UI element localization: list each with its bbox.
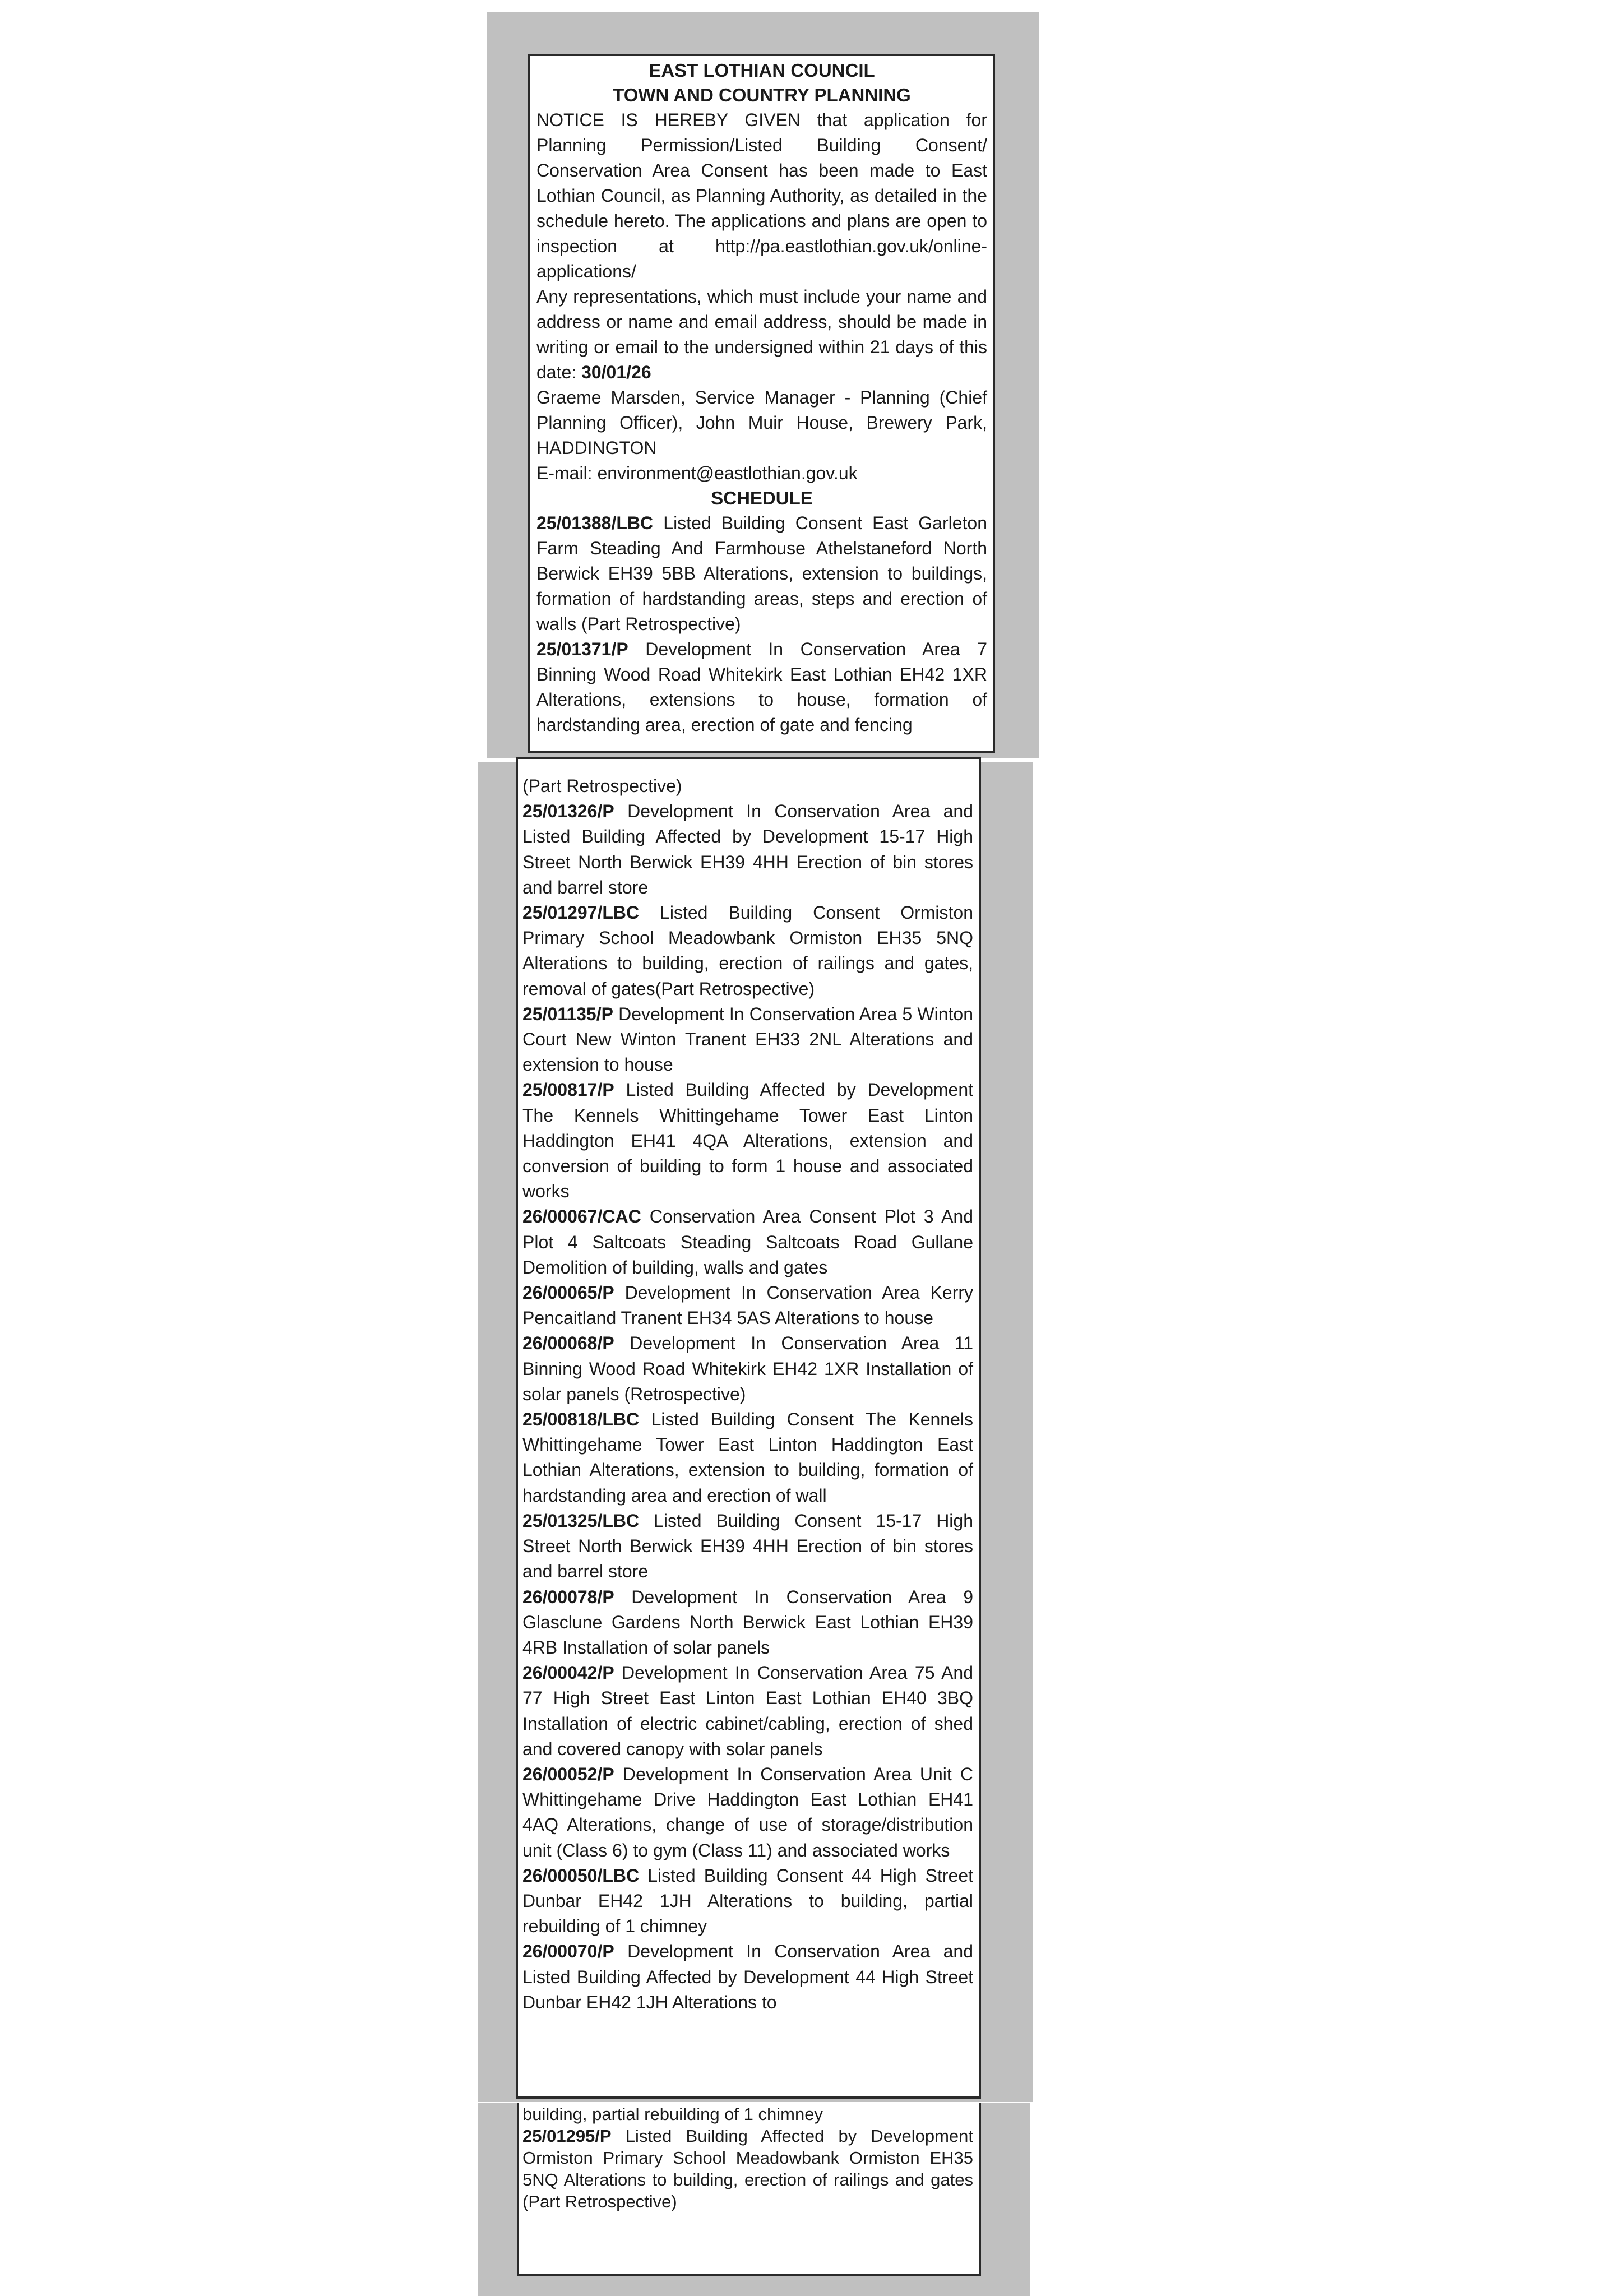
schedule-entry <box>522 1204 973 1280</box>
application-details: Development In Conservation Area 5 Winton Court New Winton Tranent EH33 2NL Alterations and extension to house <box>522 1003 974 1075</box>
notice-segment-1 <box>528 54 995 753</box>
application-ref: 25/01371/P <box>536 639 628 659</box>
schedule-entry <box>522 1762 973 1863</box>
application-details: Listed Building Affected by Development The Kennels Whittingehame Tower East Linton Haddington EH41 4QA Alterations, extension and conversion of building to form 1 house and associated works <box>522 1080 974 1202</box>
schedule-entry <box>522 1863 973 1939</box>
application-ref: 26/00050/LBC <box>522 1865 640 1886</box>
notice-date: 30/01/26 <box>581 362 651 382</box>
application-details: Conservation Area Consent Plot 3 And Plot 4 Saltcoats Steading Saltcoats Road Gullane Demolition of building, walls and gates <box>522 1206 974 1277</box>
application-ref: 25/01295/P <box>522 2126 612 2146</box>
application-ref: 26/00068/P <box>522 1333 614 1354</box>
application-details: Development In Conservation Area and Listed Building Affected by Development 15-17 High Street North Berwick EH39 4HH Erection of bin stores and barrel store <box>522 801 974 897</box>
notice-paragraph: NOTICE IS HEREBY GIVEN that application for Planning Permission/Listed Building Consent/ Conservation Area Consent has been made to East Lothian Council, as Planning Authority, as detailed in the schedule hereto. The applications and plans are open to inspection at http://pa.eastlothian.gov.uk/online-applications/ <box>536 110 987 281</box>
schedule-entry <box>536 511 987 637</box>
application-details: Development In Conservation Area Unit C Whittingehame Drive Haddington East Lothian EH41 4AQ Alterations, change of use of storage/distribution unit (Class 6) to gym (Class 11) and associated works <box>522 1763 974 1860</box>
application-details: Listed Building Consent 15-17 High Street North Berwick EH39 4HH Erection of bin stores and barrel store <box>522 1510 974 1582</box>
application-ref: 25/01135/P <box>522 1003 613 1024</box>
application-ref: 26/00065/P <box>522 1283 614 1303</box>
schedule-entry <box>522 1331 973 1407</box>
application-ref: 26/00042/P <box>522 1663 614 1683</box>
schedule-entry <box>522 1660 973 1762</box>
representations-paragraph <box>536 284 987 385</box>
application-ref: 26/00067/CAC <box>522 1206 641 1227</box>
application-details: Listed Building Consent The Kennels Whittingehame Tower East Linton Haddington East Lothian Alterations, extension to building, formation of hardstanding area and erection of wall <box>522 1409 974 1506</box>
application-details: Development In Conservation Area 75 And 77 High Street East Linton East Lothian EH40 3BQ Installation of electric cabinet/cabling, erection of shed and covered canopy with solar panels <box>522 1663 974 1759</box>
application-details: Listed Building Consent Ormiston Primary School Meadowbank Ormiston EH35 5NQ Alterations to building, erection of railings and gates, removal of gates(Part Retrospective) <box>522 902 974 999</box>
schedule-entry <box>522 1508 973 1585</box>
contact-email: E-mail: environment@eastlothian.gov.uk <box>536 463 858 483</box>
schedule-entry <box>522 1002 973 1078</box>
schedule-entry <box>522 1407 973 1508</box>
application-ref: 26/00052/P <box>522 1763 614 1784</box>
notice-subtitle: TOWN AND COUNTRY PLANNING <box>613 85 911 105</box>
application-details: Development In Conservation Area 11 Binning Wood Road Whitekirk EH42 1XR Installation of solar panels (Retrospective) <box>522 1333 974 1404</box>
schedule-entry <box>522 1280 973 1331</box>
notice-segment-2 <box>516 757 981 2099</box>
application-details: Development In Conservation Area 7 Binning Wood Road Whitekirk East Lothian EH42 1XR Alterations, extensions to house, formation of hardstanding area, erection of gate and fencing <box>536 639 987 735</box>
application-details: Development In Conservation Area and Listed Building Affected by Development 44 High Street Dunbar EH42 1JH Alterations to <box>522 1941 974 2012</box>
application-ref: 26/00078/P <box>522 1586 614 1607</box>
council-title: EAST LOTHIAN COUNCIL <box>649 60 875 81</box>
application-details: Development In Conservation Area 9 Glasclune Gardens North Berwick East Lothian EH39 4RB Installation of solar panels <box>522 1586 973 1658</box>
schedule-entry <box>522 1939 973 2015</box>
schedule-entry <box>522 2125 973 2212</box>
signatory: Graeme Marsden, Service Manager - Planning (Chief Planning Officer), John Muir House, Brewery Park, HADDINGTON <box>536 387 987 458</box>
schedule-entry <box>522 1077 973 1204</box>
schedule-entry <box>522 799 973 900</box>
schedule-entry-continuation: building, partial rebuilding of 1 chimney <box>522 2104 823 2124</box>
schedule-entry-continuation: (Part Retrospective) <box>522 776 682 796</box>
application-ref: 25/01297/LBC <box>522 902 640 923</box>
schedule-heading: SCHEDULE <box>711 488 813 508</box>
schedule-entry <box>536 637 987 738</box>
application-ref: 25/01388/LBC <box>536 513 654 533</box>
application-details: Development In Conservation Area Kerry Pencaitland Tranent EH34 5AS Alterations to house <box>522 1283 974 1328</box>
representations-text: Any representations, which must include your name and address or name and email address, should be made in writing or email to the undersigned within 21 days of this date: <box>536 286 987 382</box>
application-ref: 26/00070/P <box>522 1941 614 1962</box>
application-details: Listed Building Consent 44 High Street Dunbar EH42 1JH Alterations to building, partial rebuilding of 1 chimney <box>522 1865 973 1937</box>
application-ref: 25/01326/P <box>522 801 614 822</box>
application-details: Listed Building Consent East Garleton Farm Steading And Farmhouse Athelstaneford North Berwick EH39 5BB Alterations, extension to buildings, formation of hardstanding areas, steps and erection of walls (Part Retrospective) <box>536 513 988 634</box>
schedule-entry <box>522 900 973 1002</box>
application-ref: 25/00817/P <box>522 1080 614 1100</box>
notice-segment-3 <box>517 2103 981 2276</box>
application-details: Listed Building Affected by Development Ormiston Primary School Meadowbank Ormiston EH35 5NQ Alterations to building, erection of railings and gates (Part Retrospective) <box>522 2126 973 2211</box>
schedule-entry <box>522 1585 973 1661</box>
application-ref: 25/00818/LBC <box>522 1409 640 1430</box>
application-ref: 25/01325/LBC <box>522 1510 640 1531</box>
